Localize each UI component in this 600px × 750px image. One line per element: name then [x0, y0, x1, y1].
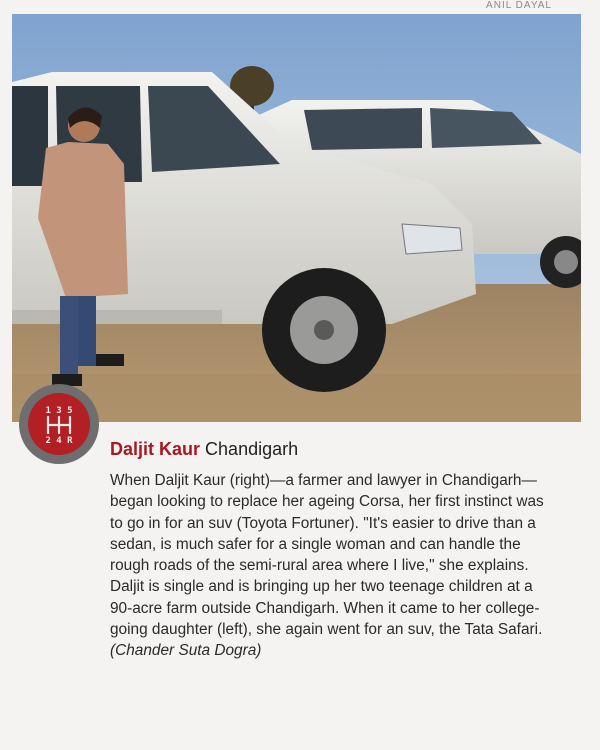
photo-credit: ANIL DAYAL — [486, 0, 552, 11]
article-byline: (Chander Suta Dogra) — [110, 642, 262, 660]
gear-shift-badge — [18, 383, 100, 465]
gear-bottom-label: 2 4 R — [45, 436, 73, 446]
article-headline — [110, 439, 298, 460]
article-photo — [12, 14, 581, 422]
person-name: Daljit Kaur — [110, 439, 201, 459]
article-body — [110, 470, 550, 662]
article-text: When Daljit Kaur (right)—a farmer and lawyer in Chandigarh—began looking to replace her ageing Corsa, her first instinct was to go in for an suv (Toyota Fortuner). "It's easier to drive than a sedan, is much safer for a single woman and can handle the rough roads of the semi-rural area where I live," she explains. Daljit is single and is bringing up her two teenage children at a 90-acre farm outside Chandigarh. When it came to her college-going daughter (left), she again went for an suv, the Tata Safari. — [110, 472, 544, 639]
gear-shift-icon — [18, 383, 100, 465]
person-city: Chandigarh — [205, 439, 299, 459]
gear-top-label: 1 3 5 — [45, 406, 73, 416]
